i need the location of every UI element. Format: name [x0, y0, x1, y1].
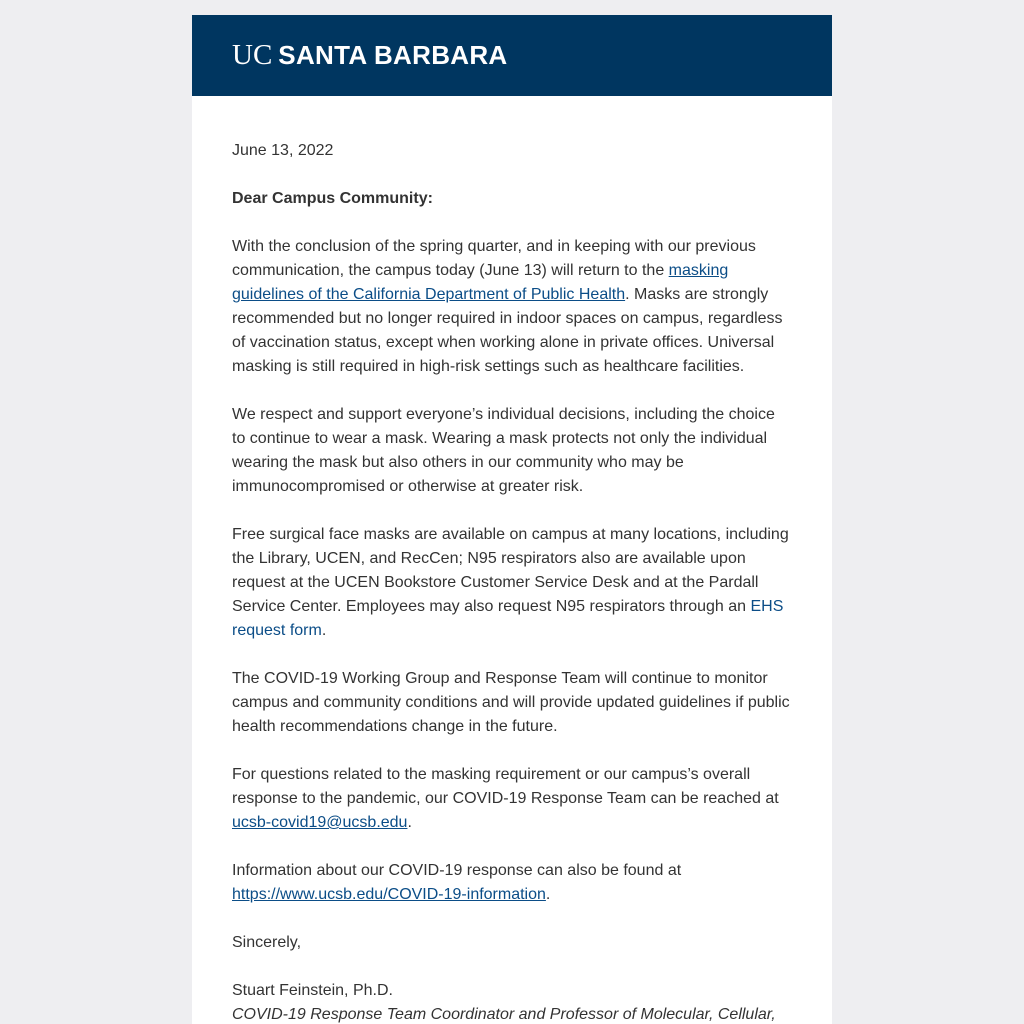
cdph-guidelines-link[interactable]: masking guidelines of the California Department of Public Health	[232, 262, 729, 303]
ucsb-logo[interactable]	[232, 40, 508, 75]
covid-email-link[interactable]: ucsb-covid19@ucsb.edu	[232, 814, 408, 831]
logo-uc: UC	[232, 39, 273, 71]
paragraph-text: Free surgical face masks are available on campus at many locations, including the Library, UCEN, and RecCen; N95 respirators also are available upon request at the UCEN Bookstore Customer Service Desk and at the Pardall Service Center. Employees may also request N95 respirators through an	[232, 526, 789, 615]
paragraph-text: .	[407, 814, 412, 831]
letter-body	[192, 96, 832, 1024]
email-container	[192, 15, 832, 1024]
paragraph-free-masks	[232, 523, 792, 643]
paragraph-questions	[232, 763, 792, 835]
paragraph-masking	[232, 235, 792, 379]
signature-block	[232, 979, 792, 1024]
letter-date: June 13, 2022	[232, 142, 334, 159]
salutation: Dear Campus Community:	[232, 190, 433, 207]
logo-santa-barbara: SANTA BARBARA	[278, 40, 508, 70]
paragraph-text: Information about our COVID-19 response can also be found at	[232, 862, 682, 879]
ehs-request-form-link[interactable]: EHS request form	[232, 598, 784, 639]
signer-name: Stuart Feinstein, Ph.D.	[232, 982, 393, 999]
paragraph-text: . Masks are strongly recommended but no longer required in indoor spaces on campus, regardless of vaccination status, except when working alone in private offices. Universal masking is still required in high-risk settings such as healthcare facilities.	[232, 286, 783, 375]
paragraph-text: .	[545, 886, 551, 903]
paragraph-text: For questions related to the masking requirement or our campus’s overall response to the pandemic, our COVID-19 Response Team can be reached at	[232, 766, 779, 807]
paragraph-text: With the conclusion of the spring quarter, and in keeping with our previous communication, the campus today (June 13) will return to the	[232, 238, 756, 279]
paragraph-working-group: The COVID-19 Working Group and Response Team will continue to monitor campus and community conditions and will provide updated guidelines if public health recommendations change in the future.	[232, 670, 790, 735]
header-banner	[192, 15, 832, 96]
closing: Sincerely,	[232, 934, 302, 951]
paragraph-information	[232, 859, 792, 907]
covid-info-link[interactable]: https://www.ucsb.edu/COVID-19-information	[232, 886, 546, 903]
paragraph-respect: We respect and support everyone’s individual decisions, including the choice to continue to wear a mask. Wearing a mask protects not only the individual wearing the mask but also others in our community who may be immunocompromised or otherwise at greater risk.	[232, 406, 775, 495]
signer-title: COVID-19 Response Team Coordinator and Professor of Molecular, Cellular,	[232, 1006, 776, 1023]
paragraph-text: .	[321, 622, 327, 639]
